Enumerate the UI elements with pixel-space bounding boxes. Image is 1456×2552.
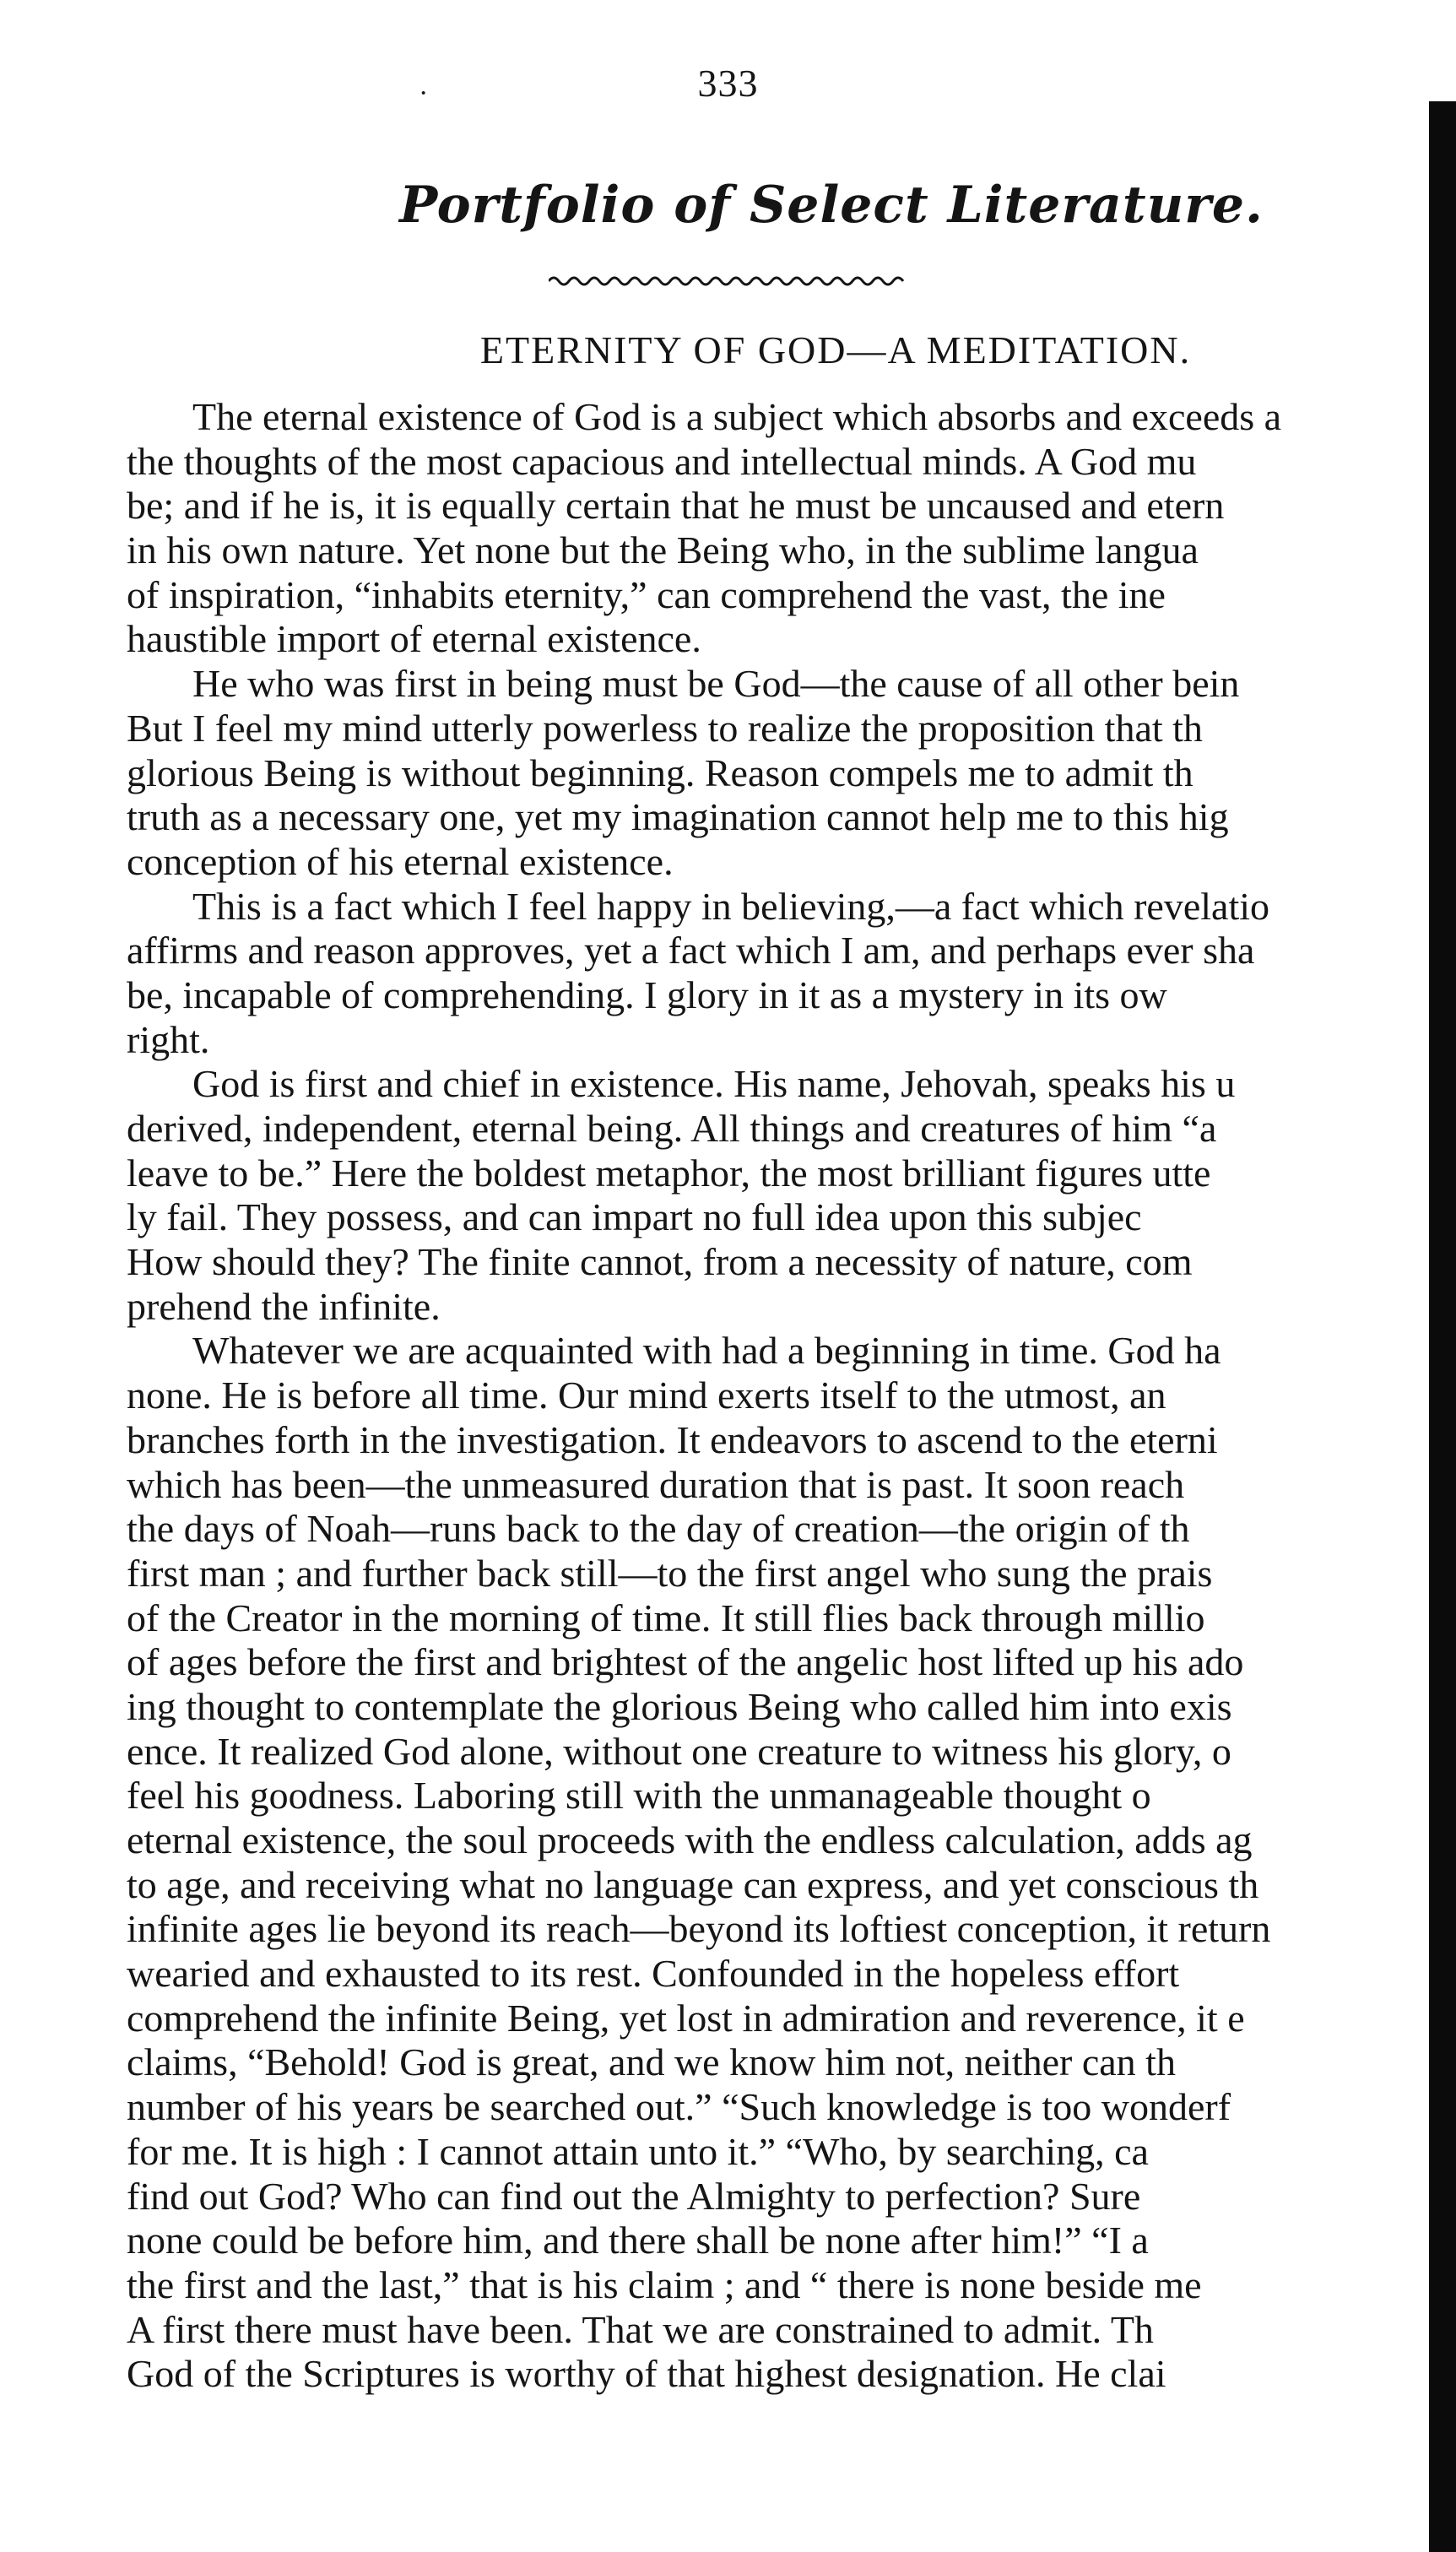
text-line: How should they? The finite cannot, from a necessity of nature, com (127, 1240, 1193, 1284)
text-line: the thoughts of the most capacious and intellectual minds. A God mu (127, 439, 1197, 483)
text-line: affirms and reason approves, yet a fact which I am, and perhaps ever sha (127, 929, 1255, 973)
text-line: of ages before the first and brightest of the angelic host lifted up his ado (127, 1640, 1244, 1684)
text-line: The eternal existence of God is a subject which absorbs and exceeds a (192, 395, 1282, 438)
text-line: to age, and receiving what no language can express, and yet conscious th (127, 1862, 1259, 1906)
text-line: conception of his eternal existence. (127, 839, 674, 883)
text-line: A first there must have been. That we are constrained to admit. Th (127, 2307, 1154, 2351)
text-line: ly fail. They possess, and can impart no full idea upon this subjec (127, 1195, 1142, 1239)
text-line: be; and if he is, it is equally certain that he must be uncaused and etern (127, 484, 1225, 528)
text-line: He who was first in being must be God—the cause of all other bein (192, 662, 1240, 706)
text-line: This is a fact which I feel happy in believing,—a fact which revelatio (192, 884, 1270, 928)
text-line: wearied and exhausted to its rest. Confounded in the hopeless effort (127, 1952, 1180, 1996)
text-line: the days of Noah—runs back to the day of creation—the origin of th (127, 1507, 1190, 1551)
text-line: be, incapable of comprehending. I glory in it as a mystery in its ow (127, 973, 1167, 1016)
article-body (127, 395, 1456, 2397)
text-line: which has been—the unmeasured duration that is past. It soon reach (127, 1462, 1185, 1506)
text-line: of the Creator in the morning of time. It still flies back through millio (127, 1596, 1205, 1639)
text-line: ence. It realized God alone, without one creature to witness his glory, o (127, 1729, 1231, 1773)
text-line: Whatever we are acquainted with had a beginning in time. God ha (192, 1329, 1221, 1373)
text-line: claims, “Behold! God is great, and we know him not, neither can th (127, 2040, 1176, 2084)
text-line: eternal existence, the soul proceeds with the endless calculation, adds ag (127, 1818, 1253, 1861)
text-line: the first and the last,” that is his claim ; and “ there is none beside me (127, 2262, 1202, 2306)
text-line: ing thought to contemplate the glorious Being who called him into exis (127, 1684, 1232, 1728)
text-line: prehend the infinite. (127, 1284, 441, 1328)
text-line: truth as a necessary one, yet my imagination cannot help me to this hig (127, 795, 1229, 839)
text-line: haustible import of eternal existence. (127, 617, 701, 661)
text-line: first man ; and further back still—to the first angel who sung the prais (127, 1551, 1213, 1595)
section-heading: Portfolio of Select Literature. (399, 176, 1264, 235)
text-line: feel his goodness. Laboring still with the unmanageable thought o (127, 1774, 1151, 1818)
text-line: none. He is before all time. Our mind exerts itself to the utmost, an (127, 1374, 1166, 1417)
text-line: derived, independent, eternal being. All things and creatures of him “a (127, 1107, 1217, 1150)
text-line: But I feel my mind utterly powerless to realize the proposition that th (127, 706, 1203, 750)
page-number: 333 (697, 62, 759, 105)
text-line: none could be before him, and there shall be none after him!” “I a (127, 2219, 1149, 2262)
article-title: ETERNITY OF GOD—A MEDITATION. (479, 328, 1192, 371)
text-line: branches forth in the investigation. It endeavors to ascend to the eterni (127, 1417, 1218, 1461)
text-line: leave to be.” Here the boldest metaphor, the most brilliant figures utte (127, 1151, 1211, 1195)
text-line: for me. It is high : I cannot attain unto it.” “Who, by searching, ca (127, 2129, 1149, 2173)
text-line: glorious Being is without beginning. Reason compels me to admit th (127, 750, 1193, 794)
text-line: of inspiration, “inhabits eternity,” can comprehend the vast, the ine (127, 572, 1166, 616)
header-dot: · (419, 78, 429, 109)
text-line: find out God? Who can find out the Almighty to perfection? Sure (127, 2174, 1141, 2218)
text-line: in his own nature. Yet none but the Being who, in the sublime langua (127, 528, 1199, 572)
text-line: right. (127, 1017, 210, 1061)
text-line: God is first and chief in existence. His name, Jehovah, speaks his u (192, 1062, 1236, 1106)
text-line: God of the Scriptures is worthy of that highest designation. He clai (127, 2352, 1166, 2396)
text-line: comprehend the infinite Being, yet lost in admiration and reverence, it e (127, 1996, 1245, 2040)
text-line: infinite ages lie beyond its reach—beyond its loftiest conception, it return (127, 1907, 1271, 1951)
text-line: number of his years be searched out.” “Such knowledge is too wonderf (127, 2085, 1231, 2129)
wavy-rule-ornament (549, 272, 907, 290)
